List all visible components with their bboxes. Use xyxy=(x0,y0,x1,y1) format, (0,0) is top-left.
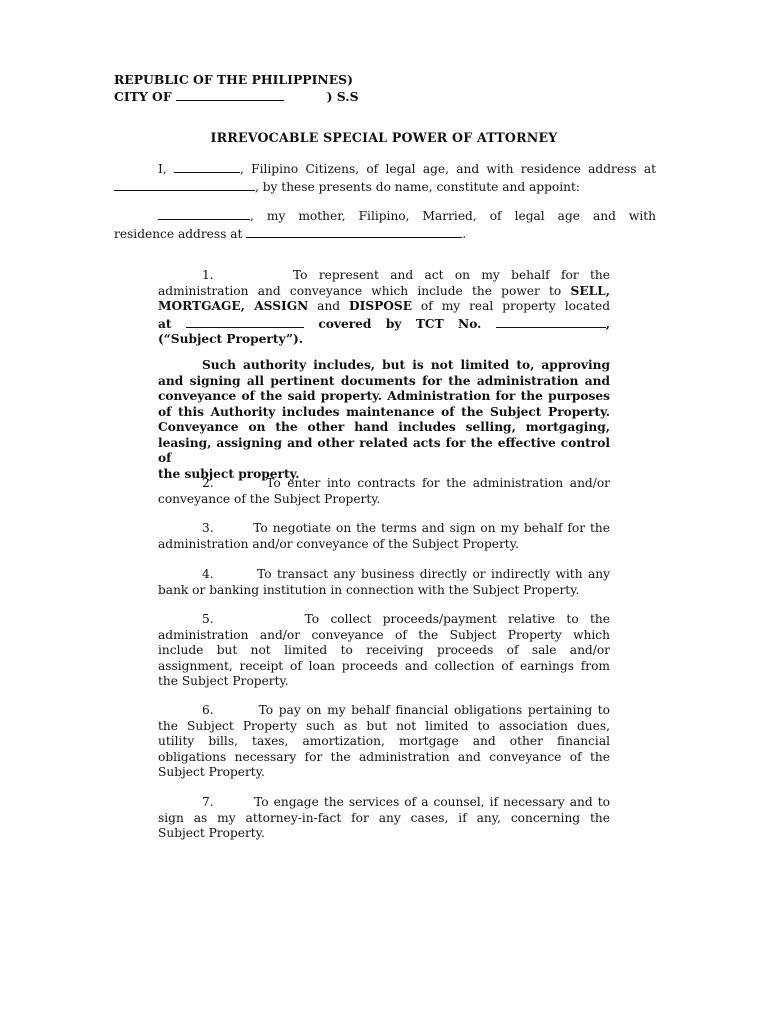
item-3 xyxy=(158,521,610,552)
item-line: the Subject Property such as but not limited to association dues, xyxy=(158,718,610,733)
item-1-line-1: 1. To represent and act on my behalf for the xyxy=(202,268,610,282)
authority-line: the subject property. xyxy=(158,466,300,481)
appointee-line-1 xyxy=(114,207,656,225)
item-1-line-5: (“Subject Property”). xyxy=(158,332,304,346)
authority-line: leasing, assigning and other related acts for the effective control of xyxy=(158,435,610,465)
item-1-line-2 xyxy=(158,284,610,300)
item-line: obligations necessary for the administration and conveyance of the xyxy=(158,749,610,764)
venue-city xyxy=(114,88,359,105)
city-blank xyxy=(176,88,284,101)
item-line: 5. To collect proceeds/payment relative to the xyxy=(202,612,610,626)
appointee-line-2 xyxy=(114,225,656,243)
item-1-tct-label: covered by TCT No. xyxy=(318,316,482,331)
item-1-text: administration and conveyance which include the power to xyxy=(158,283,571,298)
item-line: sign as my attorney-in-fact for any cases, if any, concerning the xyxy=(158,810,610,825)
authority-line: Such authority includes, but is not limited to, approving xyxy=(202,358,610,372)
item-line: administration and/or conveyance of the Subject Property. xyxy=(158,536,519,551)
item-line: 6. To pay on my behalf financial obligations pertaining to xyxy=(202,703,610,717)
item-1-dispose: DISPOSE xyxy=(349,299,412,313)
item-1-comma: , xyxy=(605,316,611,331)
item-1-sell: SELL, xyxy=(570,283,610,298)
venue-city-suffix: ) S.S xyxy=(326,89,359,104)
item-line: Subject Property. xyxy=(158,826,265,840)
item-line: bank or banking institution in connection with the Subject Property. xyxy=(158,582,580,597)
tct-number-blank xyxy=(496,315,606,328)
authority-paragraph xyxy=(158,358,610,482)
item-line: conveyance of the Subject Property. xyxy=(158,491,381,506)
appointee-text-2b: . xyxy=(462,226,467,241)
item-4 xyxy=(158,567,610,598)
intro-paragraph xyxy=(114,160,656,195)
appointee-text-2a: residence address at xyxy=(114,226,243,241)
item-7 xyxy=(158,795,610,842)
item-1-and: and xyxy=(308,299,350,313)
item-line: 4. To transact any business directly or indirectly with any xyxy=(202,567,610,581)
authority-line: of this Authority includes maintenance of the Subject Property. xyxy=(158,404,610,419)
item-1-line-3 xyxy=(158,299,610,315)
item-1 xyxy=(158,268,610,348)
intro-line-2 xyxy=(114,178,656,196)
item-5 xyxy=(158,612,610,690)
appointee-text-1b: , my mother, Filipino, Married, of legal age and with xyxy=(250,209,656,223)
venue-republic: REPUBLIC OF THE PHILIPPINES) xyxy=(114,72,353,87)
item-line: include but not limited to receiving proceeds of sale and/or xyxy=(158,643,610,657)
item-1-located: of my real property located xyxy=(412,299,610,313)
authority-line: and signing all pertinent documents for the administration and xyxy=(158,373,610,388)
principal-name-blank xyxy=(174,160,240,173)
item-line: 3. To negotiate on the terms and sign on my behalf for the xyxy=(202,521,610,535)
appointee-address-blank xyxy=(246,225,462,238)
item-6 xyxy=(158,703,610,781)
authority-line: conveyance of the said property. Administration for the purposes xyxy=(158,389,610,403)
item-line: assignment, receipt of loan proceeds and collection of earnings from xyxy=(158,658,610,673)
item-1-line-4 xyxy=(158,315,610,333)
appointee-name-blank xyxy=(158,207,250,220)
item-line: administration and/or conveyance of the Subject Property which xyxy=(158,627,610,642)
intro-text-2b: , by these presents do name, constitute and appoint: xyxy=(255,179,580,194)
intro-text-1a: I, xyxy=(158,162,167,176)
intro-text-1b: , Filipino Citizens, of legal age, and with residence address at xyxy=(239,162,657,176)
item-line: Subject Property. xyxy=(158,765,265,779)
appointee-paragraph xyxy=(114,207,656,242)
property-location-blank xyxy=(186,315,304,328)
principal-address-blank xyxy=(114,178,255,191)
item-line: 7. To engage the services of a counsel, if necessary and to xyxy=(202,795,610,809)
document-title: IRREVOCABLE SPECIAL POWER OF ATTORNEY xyxy=(210,130,558,145)
intro-line-1 xyxy=(114,160,656,178)
item-2 xyxy=(158,476,610,507)
item-line: 2. To enter into contracts for the administration and/or xyxy=(202,476,610,490)
item-1-mortgage-assign: MORTGAGE, ASSIGN xyxy=(158,299,309,313)
item-1-at: at xyxy=(158,316,172,331)
item-line: the Subject Property. xyxy=(158,674,289,688)
item-line: utility bills, taxes, amortization, mortgage and other financial xyxy=(158,734,610,748)
authority-line: Conveyance on the other hand includes selling, mortgaging, xyxy=(158,420,610,434)
venue-city-prefix: CITY OF xyxy=(114,89,172,104)
